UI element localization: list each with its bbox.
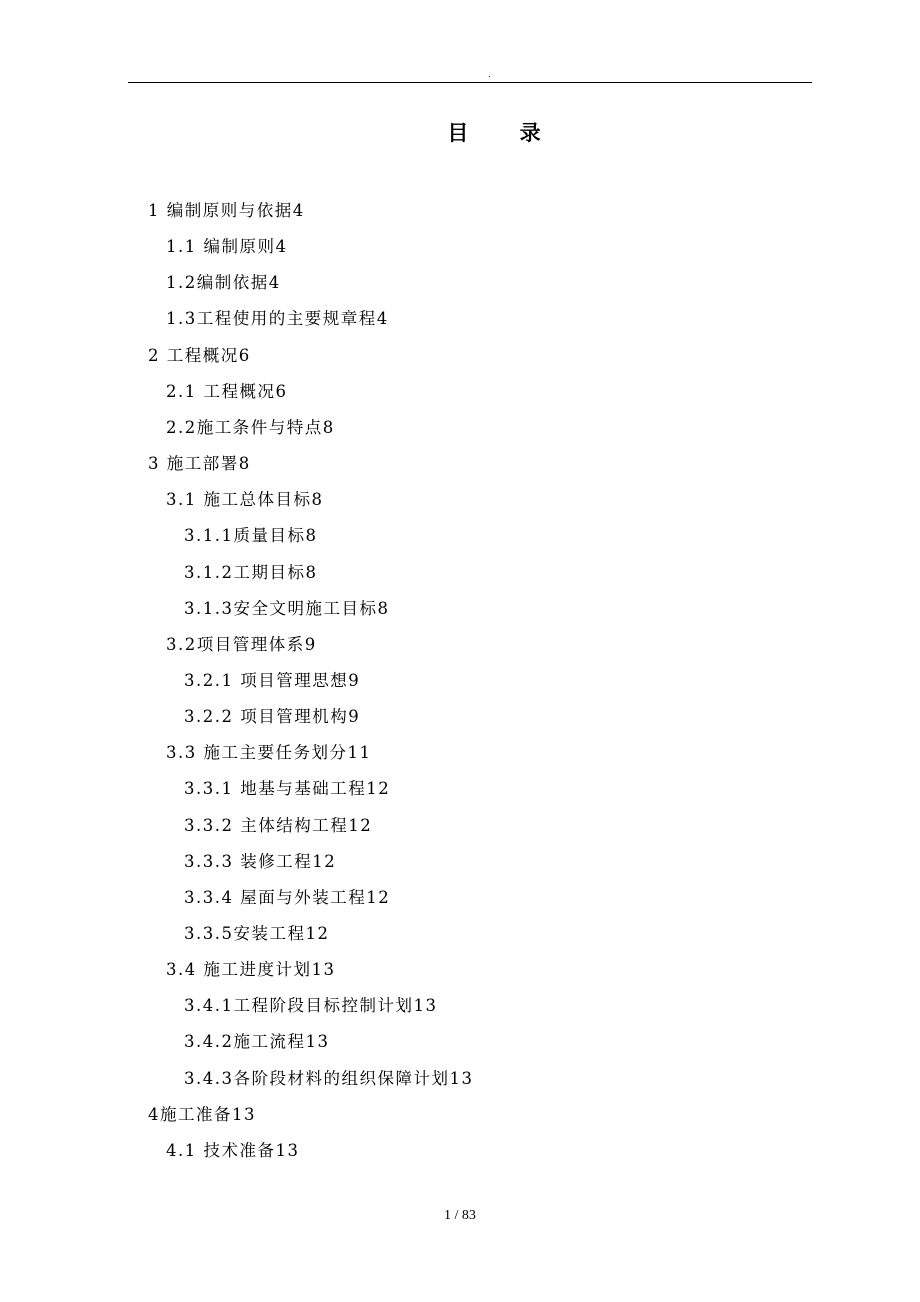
toc-entry[interactable]: 3.3.3 装修工程12 <box>184 852 337 871</box>
toc-entry[interactable]: 3 施工部署8 <box>148 454 251 473</box>
toc-entry[interactable]: 3.4.3各阶段材料的组织保障计划13 <box>184 1069 474 1088</box>
toc-entry[interactable]: 3.4.2施工流程13 <box>184 1032 330 1051</box>
page-number: 1 / 83 <box>444 1208 476 1223</box>
toc-entry[interactable]: 1.1 编制原则4 <box>166 237 288 256</box>
toc-entry[interactable]: 3.3 施工主要任务划分11 <box>166 743 372 762</box>
toc-entry[interactable]: 3.3.4 屋面与外装工程12 <box>184 888 391 907</box>
toc-title: 目 录 <box>447 121 563 145</box>
toc-entry[interactable]: 2.2施工条件与特点8 <box>166 418 335 437</box>
toc-entry[interactable]: 4.1 技术准备13 <box>166 1141 300 1160</box>
toc-entry[interactable]: 1 编制原则与依据4 <box>148 201 305 220</box>
toc-entry[interactable]: 3.4 施工进度计划13 <box>166 960 336 979</box>
toc-entry[interactable]: 3.1.2工期目标8 <box>184 563 318 582</box>
toc-entry[interactable]: 3.1.3安全文明施工目标8 <box>184 599 390 618</box>
toc-entry[interactable]: 2 工程概况6 <box>148 346 251 365</box>
toc-entry[interactable]: 1.2编制依据4 <box>166 273 281 292</box>
toc-entry[interactable]: 3.2.2 项目管理机构9 <box>184 707 361 726</box>
toc-entry[interactable]: 1.3工程使用的主要规章程4 <box>166 309 389 328</box>
toc-entry[interactable]: 3.1 施工总体目标8 <box>166 490 324 509</box>
toc-entry[interactable]: 3.1.1质量目标8 <box>184 526 318 545</box>
toc-entry[interactable]: 3.2.1 项目管理思想9 <box>184 671 361 690</box>
header-mark: . <box>488 70 491 80</box>
toc-entry[interactable]: 4施工准备13 <box>148 1105 256 1124</box>
toc-entry[interactable]: 3.4.1工程阶段目标控制计划13 <box>184 996 438 1015</box>
toc-entry[interactable]: 3.3.2 主体结构工程12 <box>184 816 373 835</box>
toc-entry[interactable]: 3.2项目管理体系9 <box>166 635 317 654</box>
toc-entry[interactable]: 3.3.5安装工程12 <box>184 924 330 943</box>
toc-entry[interactable]: 2.1 工程概况6 <box>166 382 288 401</box>
toc-entry[interactable]: 3.3.1 地基与基础工程12 <box>184 779 391 798</box>
